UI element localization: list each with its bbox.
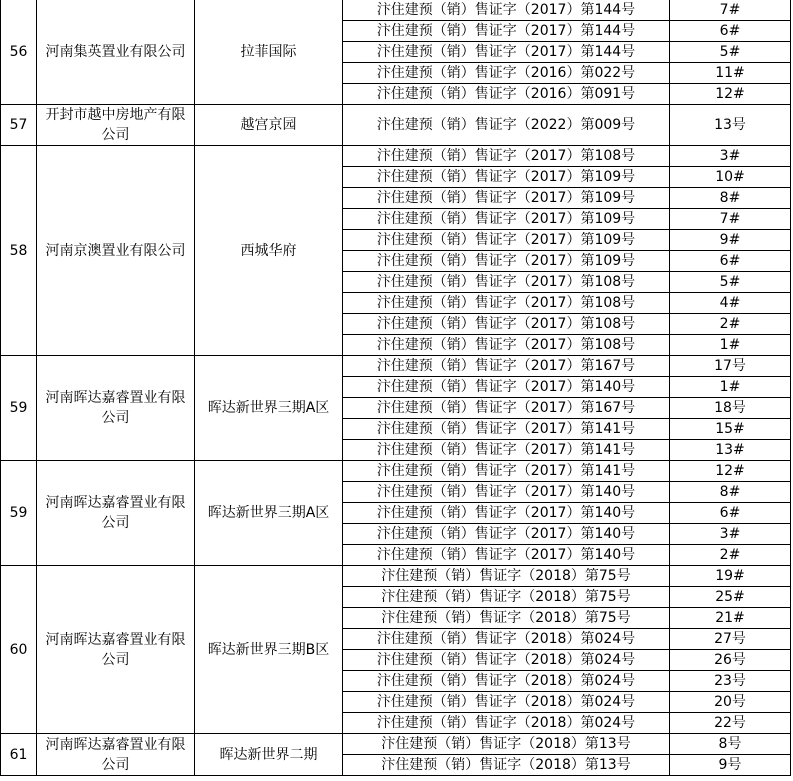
presale-permit-cell: 汴住建预（销）售证字（2016）第091号	[343, 84, 670, 105]
building-number-cell: 12#	[670, 461, 791, 482]
presale-permit-cell: 汴住建预（销）售证字（2017）第141号	[343, 461, 670, 482]
building-number-cell: 7#	[670, 0, 791, 21]
presale-permit-cell: 汴住建预（销）售证字（2017）第109号	[343, 209, 670, 230]
project-name-cell: 晖达新世界三期B区	[195, 566, 343, 734]
building-number-cell: 7#	[670, 209, 791, 230]
building-number-cell: 13号	[670, 105, 791, 146]
presale-permit-cell: 汴住建预（销）售证字（2017）第140号	[343, 377, 670, 398]
presale-permit-cell: 汴住建预（销）售证字（2018）第75号	[343, 566, 670, 587]
building-number-cell: 25#	[670, 587, 791, 608]
row-number-cell: 59	[1, 356, 37, 461]
presale-permit-cell: 汴住建预（销）售证字（2018）第024号	[343, 650, 670, 671]
building-number-cell: 18号	[670, 398, 791, 419]
building-number-cell: 26号	[670, 650, 791, 671]
presale-permit-cell: 汴住建预（销）售证字（2017）第141号	[343, 419, 670, 440]
presale-permit-cell: 汴住建预（销）售证字（2018）第13号	[343, 734, 670, 755]
presale-permit-cell: 汴住建预（销）售证字（2022）第009号	[343, 105, 670, 146]
row-number-cell: 58	[1, 146, 37, 356]
building-number-cell: 15#	[670, 419, 791, 440]
row-number-cell: 61	[1, 734, 37, 776]
building-number-cell: 22号	[670, 713, 791, 734]
company-name-cell: 开封市越中房地产有限公司	[37, 105, 195, 146]
presale-permit-cell: 汴住建预（销）售证字（2017）第108号	[343, 314, 670, 335]
table-row	[1, 461, 791, 482]
company-name-cell: 河南京澳置业有限公司	[37, 146, 195, 356]
presale-permit-cell: 汴住建预（销）售证字（2017）第108号	[343, 272, 670, 293]
project-name-cell: 越宫京园	[195, 105, 343, 146]
presale-permit-cell: 汴住建预（销）售证字（2018）第024号	[343, 692, 670, 713]
project-name-cell: 晖达新世界三期A区	[195, 461, 343, 566]
table-row	[1, 734, 791, 755]
building-number-cell: 4#	[670, 293, 791, 314]
presale-permit-cell: 汴住建预（销）售证字（2017）第140号	[343, 503, 670, 524]
company-name-cell: 河南晖达嘉睿置业有限公司	[37, 734, 195, 776]
building-number-cell: 21#	[670, 608, 791, 629]
project-name-cell: 晖达新世界二期	[195, 734, 343, 776]
row-number-cell: 59	[1, 461, 37, 566]
building-number-cell: 13#	[670, 440, 791, 461]
presale-permit-cell: 汴住建预（销）售证字（2017）第144号	[343, 42, 670, 63]
presale-permit-cell: 汴住建预（销）售证字（2017）第109号	[343, 251, 670, 272]
presale-permit-cell: 汴住建预（销）售证字（2017）第140号	[343, 524, 670, 545]
presale-permit-cell: 汴住建预（销）售证字（2017）第144号	[343, 21, 670, 42]
company-name-cell: 河南晖达嘉睿置业有限公司	[37, 356, 195, 461]
company-name-cell: 河南晖达嘉睿置业有限公司	[37, 566, 195, 734]
building-number-cell: 1#	[670, 377, 791, 398]
building-number-cell: 9#	[670, 230, 791, 251]
building-number-cell: 8#	[670, 482, 791, 503]
building-number-cell: 6#	[670, 21, 791, 42]
presale-permit-cell: 汴住建预（销）售证字（2018）第75号	[343, 608, 670, 629]
building-number-cell: 5#	[670, 42, 791, 63]
presale-permit-cell: 汴住建预（销）售证字（2017）第140号	[343, 545, 670, 566]
building-number-cell: 19#	[670, 566, 791, 587]
table-row	[1, 566, 791, 587]
building-number-cell: 3#	[670, 146, 791, 167]
permit-table-body	[1, 0, 791, 776]
building-number-cell: 8#	[670, 188, 791, 209]
project-name-cell: 拉菲国际	[195, 0, 343, 105]
presale-permit-cell: 汴住建预（销）售证字（2017）第144号	[343, 0, 670, 21]
presale-permit-cell: 汴住建预（销）售证字（2017）第109号	[343, 188, 670, 209]
presale-permit-cell: 汴住建预（销）售证字（2017）第108号	[343, 293, 670, 314]
table-row	[1, 0, 791, 21]
building-number-cell: 6#	[670, 251, 791, 272]
company-name-cell: 河南集英置业有限公司	[37, 0, 195, 105]
building-number-cell: 5#	[670, 272, 791, 293]
building-number-cell: 17号	[670, 356, 791, 377]
company-name-cell: 河南晖达嘉睿置业有限公司	[37, 461, 195, 566]
presale-permit-cell: 汴住建预（销）售证字（2018）第13号	[343, 755, 670, 776]
presale-permit-cell: 汴住建预（销）售证字（2017）第167号	[343, 398, 670, 419]
row-number-cell: 57	[1, 105, 37, 146]
presale-permit-cell: 汴住建预（销）售证字（2017）第141号	[343, 440, 670, 461]
project-name-cell: 晖达新世界三期A区	[195, 356, 343, 461]
table-row	[1, 356, 791, 377]
building-number-cell: 2#	[670, 545, 791, 566]
presale-permit-cell: 汴住建预（销）售证字（2018）第024号	[343, 713, 670, 734]
row-number-cell: 56	[1, 0, 37, 105]
building-number-cell: 3#	[670, 524, 791, 545]
presale-permit-cell: 汴住建预（销）售证字（2017）第108号	[343, 335, 670, 356]
building-number-cell: 23号	[670, 671, 791, 692]
presale-permit-cell: 汴住建预（销）售证字（2016）第022号	[343, 63, 670, 84]
building-number-cell: 9号	[670, 755, 791, 776]
table-row	[1, 105, 791, 146]
presale-permit-cell: 汴住建预（销）售证字（2018）第75号	[343, 587, 670, 608]
presale-permit-cell: 汴住建预（销）售证字（2017）第109号	[343, 230, 670, 251]
project-name-cell: 西城华府	[195, 146, 343, 356]
presale-permit-cell: 汴住建预（销）售证字（2017）第140号	[343, 482, 670, 503]
building-number-cell: 27号	[670, 629, 791, 650]
building-number-cell: 6#	[670, 503, 791, 524]
presale-permit-cell: 汴住建预（销）售证字（2017）第108号	[343, 146, 670, 167]
presale-permit-cell: 汴住建预（销）售证字（2017）第109号	[343, 167, 670, 188]
presale-permit-cell: 汴住建预（销）售证字（2017）第167号	[343, 356, 670, 377]
building-number-cell: 10#	[670, 167, 791, 188]
building-number-cell: 8号	[670, 734, 791, 755]
row-number-cell: 60	[1, 566, 37, 734]
presale-permit-cell: 汴住建预（销）售证字（2018）第024号	[343, 671, 670, 692]
building-number-cell: 11#	[670, 63, 791, 84]
building-number-cell: 20号	[670, 692, 791, 713]
building-number-cell: 12#	[670, 84, 791, 105]
building-number-cell: 1#	[670, 335, 791, 356]
presale-permit-cell: 汴住建预（销）售证字（2018）第024号	[343, 629, 670, 650]
table-row	[1, 146, 791, 167]
building-number-cell: 2#	[670, 314, 791, 335]
